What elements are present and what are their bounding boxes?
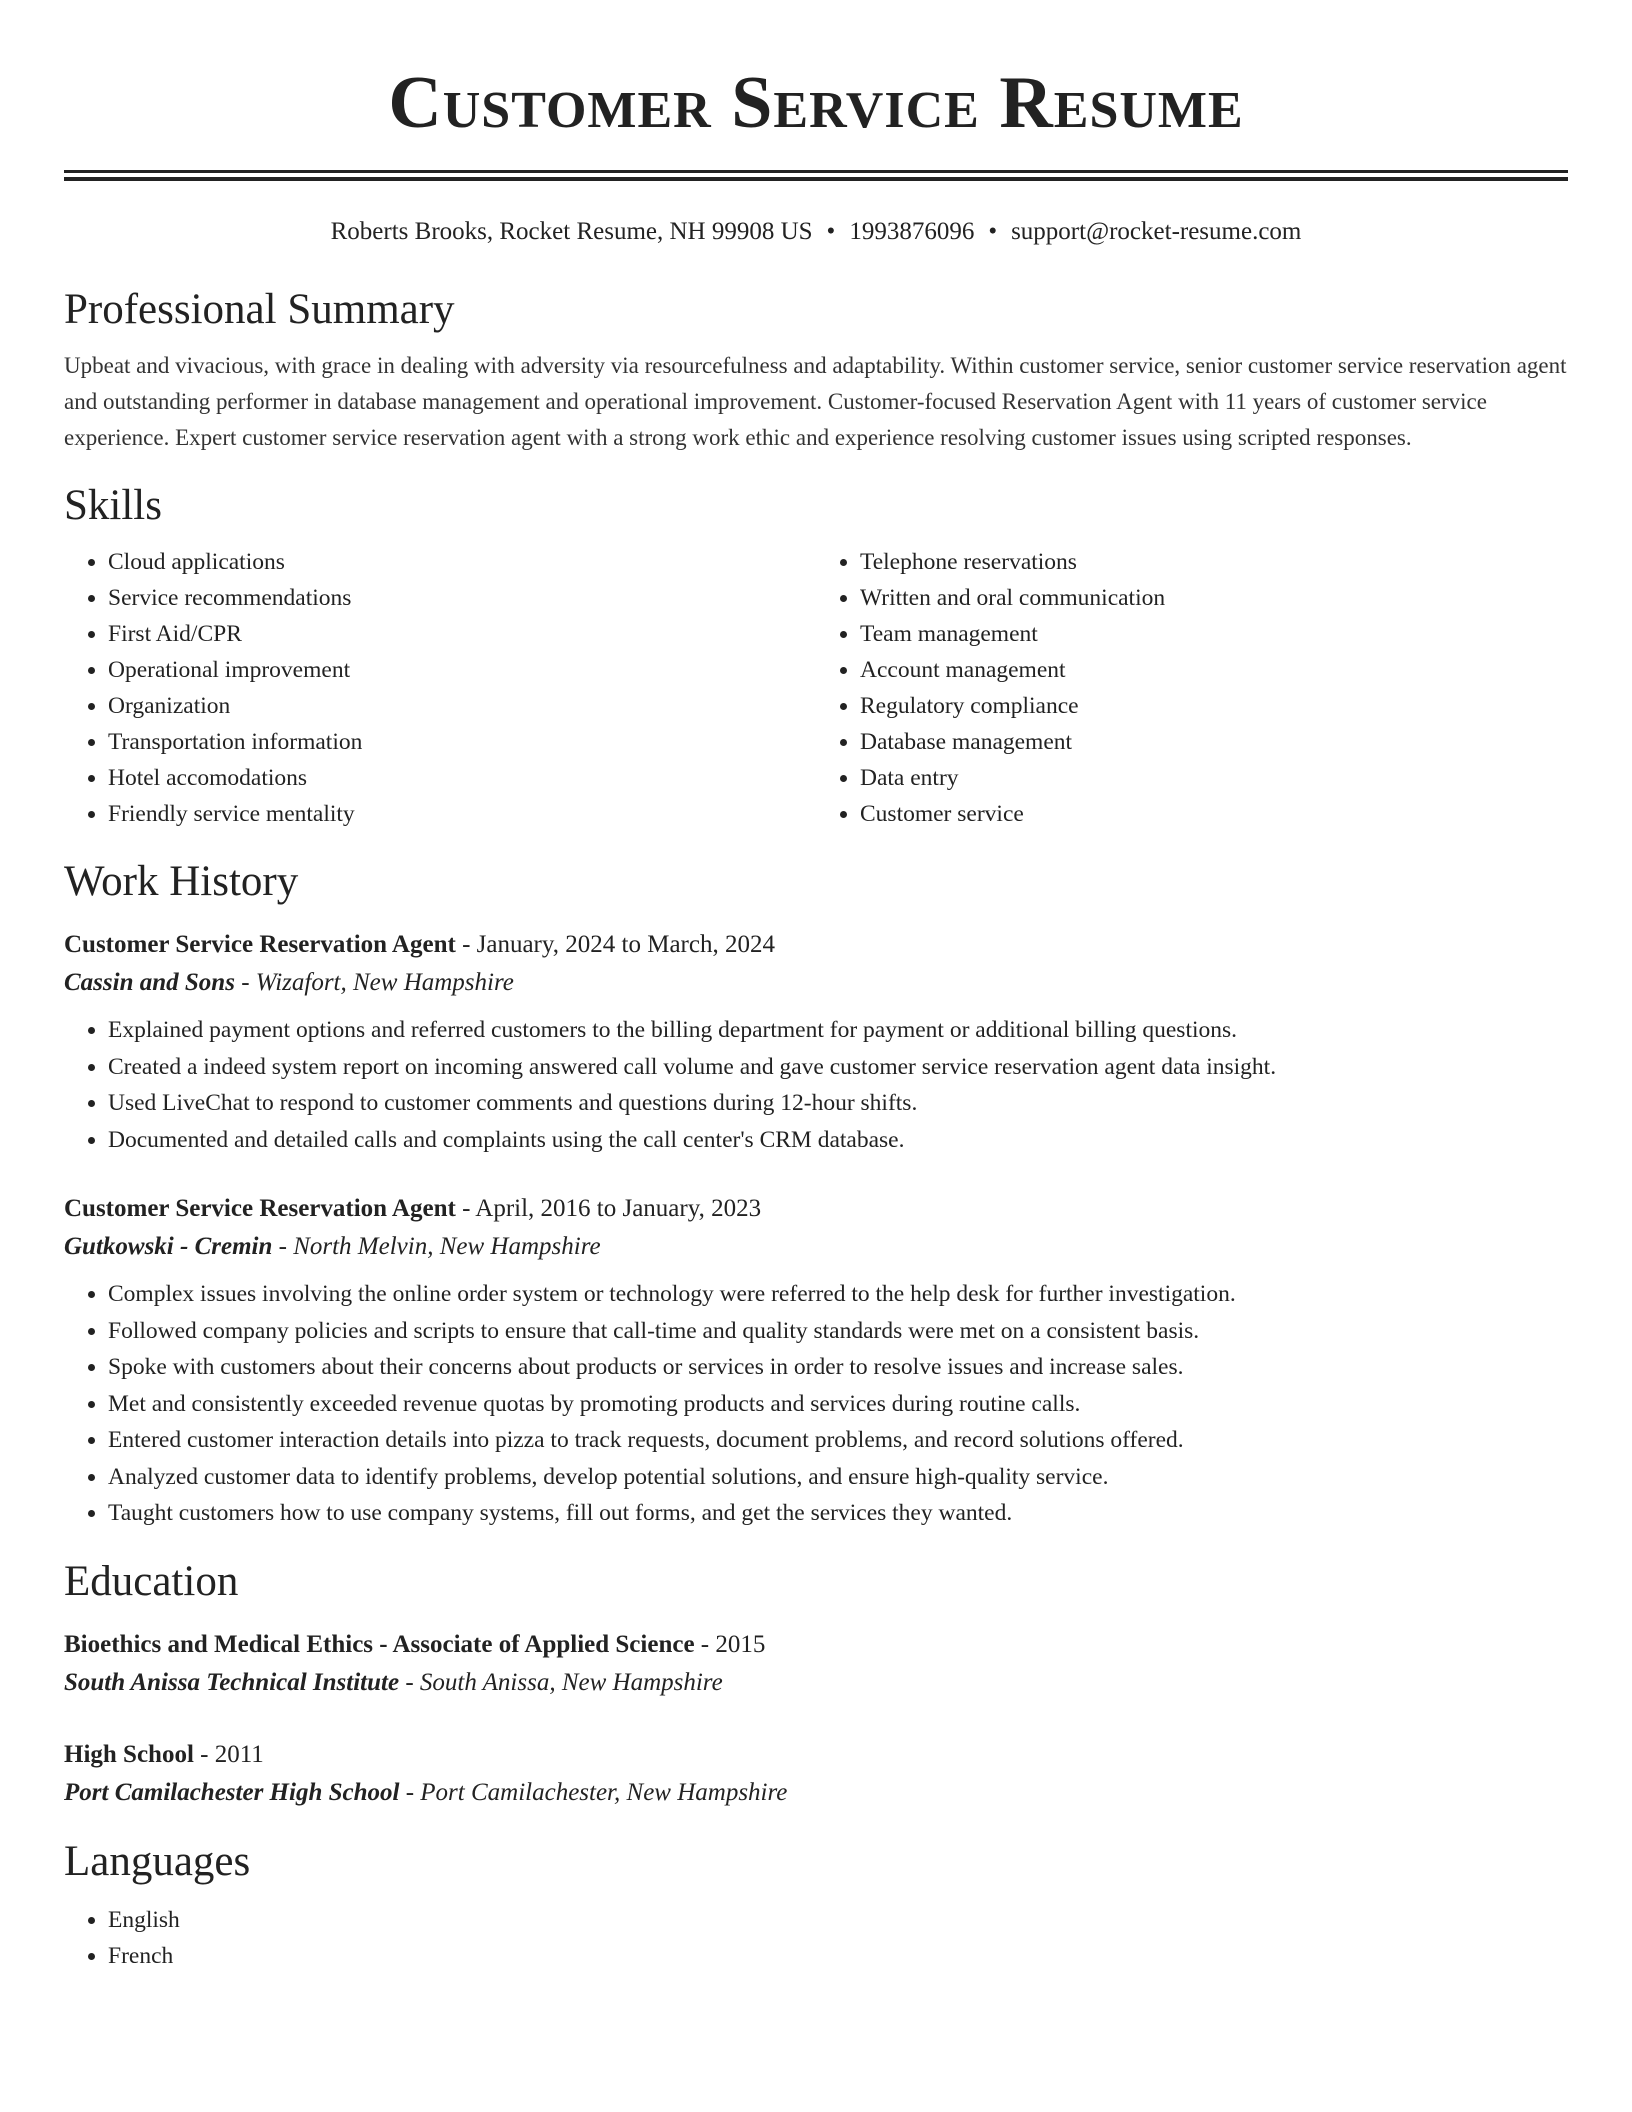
company-line: Cassin and Sons - Wizafort, New Hampshire (64, 969, 514, 996)
language-item: • French (108, 1938, 1568, 1974)
job-duty: • Entered customer interaction details into pizza to track requests, document problems, and record solutions offered. (108, 1422, 1568, 1459)
degree-name: High School (64, 1740, 194, 1768)
work-history-heading: Work History (64, 858, 299, 905)
languages-list (64, 1902, 1568, 1974)
work-history-section (64, 854, 1568, 1532)
job-duty: • Created a indeed system report on incoming answered call volume and gave customer service reservation agent data insight. (108, 1049, 1568, 1086)
company-location: North Melvin, New Hampshire (293, 1233, 601, 1260)
job-duty: • Explained payment options and referred customers to the billing department for payment or additional billing questions. (108, 1012, 1568, 1049)
school-location: South Anissa, New Hampshire (419, 1668, 723, 1696)
company-location: Wizafort, New Hampshire (255, 969, 514, 996)
job-title-line: Customer Service Reservation Agent - January, 2024 to March, 2024 (64, 931, 775, 958)
skills-left-list (64, 544, 816, 832)
resume-title: Customer Service Resume (388, 62, 1244, 144)
skill-item: • Cloud applications (108, 544, 816, 580)
summary-heading: Professional Summary (64, 286, 455, 333)
skills-right-list (816, 544, 1568, 832)
school-name: South Anissa Technical Institute (64, 1668, 400, 1696)
education-heading: Education (64, 1557, 239, 1605)
skill-item: • Data entry (860, 760, 1568, 796)
job-duties-list (64, 1012, 1568, 1158)
contact-phone: 1993876096 (849, 218, 975, 245)
title-divider (64, 170, 1568, 181)
skill-item: • Regulatory compliance (860, 688, 1568, 724)
education-entry (64, 1626, 1568, 1702)
skill-item: • First Aid/CPR (108, 616, 816, 652)
education-section (64, 1554, 1568, 1812)
contact-email: support@rocket-resume.com (1011, 218, 1302, 245)
bullet-separator: • (988, 218, 998, 245)
skills-section (64, 478, 1568, 832)
job-dates: January, 2024 to March, 2024 (476, 931, 775, 958)
skill-item: • Hotel accomodations (108, 760, 816, 796)
job-duty: • Taught customers how to use company systems, fill out forms, and get the services they wanted. (108, 1495, 1568, 1532)
skill-item: • Written and oral communication (860, 580, 1568, 616)
skill-item: • Database management (860, 724, 1568, 760)
skill-item: • Team management (860, 616, 1568, 652)
job-duty: • Analyzed customer data to identify problems, develop potential solutions, and ensure high-quality service. (108, 1459, 1568, 1496)
job-duty: • Documented and detailed calls and complaints using the call center's CRM database. (108, 1122, 1568, 1159)
job-entry (64, 926, 1568, 1158)
skill-item: • Account management (860, 652, 1568, 688)
bullet-separator: • (826, 218, 836, 245)
job-duty: • Met and consistently exceeded revenue quotas by promoting products and services during routine calls. (108, 1386, 1568, 1423)
job-title: Customer Service Reservation Agent (64, 931, 456, 958)
job-duty: • Used LiveChat to respond to customer comments and questions during 12-hour shifts. (108, 1085, 1568, 1122)
skill-item: • Service recommendations (108, 580, 816, 616)
job-duty: • Spoke with customers about their concerns about products or services in order to resolve issues and increase sales. (108, 1349, 1568, 1386)
degree-name: Bioethics and Medical Ethics - Associate of Applied Science (64, 1630, 695, 1658)
skills-grid (64, 544, 1568, 832)
contact-line (64, 215, 1568, 249)
job-entry (64, 1190, 1568, 1532)
school-location: Port Camilachester, New Hampshire (420, 1778, 788, 1806)
skills-heading: Skills (64, 482, 162, 529)
skill-item: • Friendly service mentality (108, 796, 816, 832)
job-duty: • Complex issues involving the online order system or technology were referred to the help desk for further investigation. (108, 1276, 1568, 1313)
graduation-year: 2015 (715, 1630, 766, 1658)
degree-line: Bioethics and Medical Ethics - Associate of Applied Science - 2015 (64, 1630, 766, 1658)
graduation-year: 2011 (214, 1740, 264, 1768)
language-item: • English (108, 1902, 1568, 1938)
summary-text: Upbeat and vivacious, with grace in dealing with adversity via resourcefulness and adaptability. Within customer service, senior customer service reservation agent and outstanding performer in database management and operational improvement. Customer-focused Reservation Agent with 11 years of customer service experience. Expert customer service reservation agent with a strong work ethic and experience resolving customer issues using scripted responses. (64, 353, 1567, 450)
job-duty: • Followed company policies and scripts to ensure that call-time and quality standards were met on a consistent basis. (108, 1313, 1568, 1350)
job-dates: April, 2016 to January, 2023 (475, 1195, 762, 1222)
languages-heading: Languages (64, 1837, 251, 1885)
school-line: South Anissa Technical Institute - South Anissa, New Hampshire (64, 1668, 723, 1696)
skill-item: • Operational improvement (108, 652, 816, 688)
job-title: Customer Service Reservation Agent (64, 1195, 456, 1222)
skill-item: • Telephone reservations (860, 544, 1568, 580)
languages-section (64, 1834, 1568, 1974)
contact-address: Roberts Brooks, Rocket Resume, NH 99908 US (330, 218, 813, 245)
skill-item: • Customer service (860, 796, 1568, 832)
company-line: Gutkowski - Cremin - North Melvin, New Hampshire (64, 1233, 601, 1260)
skill-item: • Organization (108, 688, 816, 724)
summary-section (64, 282, 1568, 456)
company-name: Cassin and Sons (64, 969, 235, 996)
school-line: Port Camilachester High School - Port Camilachester, New Hampshire (64, 1778, 788, 1806)
job-title-line: Customer Service Reservation Agent - April, 2016 to January, 2023 (64, 1195, 762, 1222)
education-entry (64, 1736, 1568, 1812)
company-name: Gutkowski - Cremin (64, 1233, 273, 1260)
school-name: Port Camilachester High School (64, 1778, 400, 1806)
degree-line: High School - 2011 (64, 1740, 264, 1768)
job-duties-list (64, 1276, 1568, 1532)
skill-item: • Transportation information (108, 724, 816, 760)
